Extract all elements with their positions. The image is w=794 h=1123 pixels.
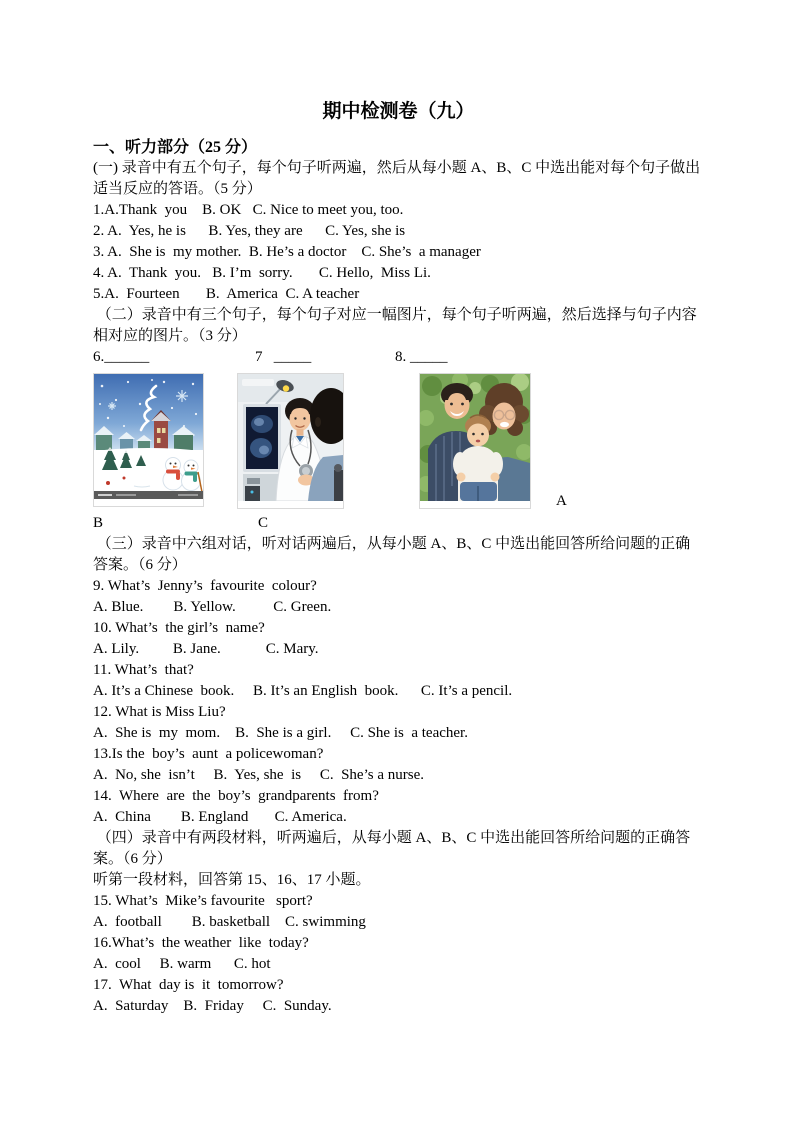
- part3-instruction: （三）录音中六组对话，听对话两遍后，从每小题 A、B、C 中选出能回答所给问题的正确答案。（6 分）: [93, 536, 691, 573]
- question-line-5: 5.A. Fourteen B. America C. A teacher: [93, 286, 360, 302]
- page-title: 期中检测卷（九）: [322, 101, 475, 122]
- picture-label-b: B: [93, 515, 104, 531]
- part2-instruction: （二）录音中有三个句子，每个句子对应一幅图片，每个句子听两遍，然后选择与句子内容相对应的图片。（3 分）: [93, 307, 697, 344]
- question-line-1: 1.A.Thank you B. OK C. Nice to meet you, too.: [93, 202, 404, 218]
- question-10-options: A. Lily. B. Jane. C. Mary.: [93, 641, 319, 657]
- question-16-text: 16.What’s the weather like today?: [93, 935, 309, 951]
- listening-section-heading: 一、听力部分（25 分）: [93, 139, 258, 156]
- question-15-options: A. football B. basketball C. swimming: [93, 914, 366, 930]
- question-13-options: A. No, she isn’t B. Yes, she is C. She’s a nurse.: [93, 767, 424, 783]
- family-photo-image: [420, 374, 530, 508]
- question-13-text: 13.Is the boy’s aunt a policewoman?: [93, 746, 324, 762]
- answer-blank-8: 8. _____: [395, 349, 448, 365]
- doctor-scene-image: [238, 374, 343, 508]
- answer-blank-7: 7 _____: [255, 349, 312, 365]
- question-17-text: 17. What day is it tomorrow?: [93, 977, 284, 993]
- picture-label-c: C: [258, 515, 269, 531]
- picture-options-row: [93, 373, 704, 509]
- question-11-options: A. It’s a Chinese book. B. It’s an English book. C. It’s a pencil.: [93, 683, 513, 699]
- question-line-3: 3. A. She is my mother. B. He’s a doctor C. She’s a manager: [93, 244, 481, 260]
- question-12-options: A. She is my mom. B. She is a girl. C. She is a teacher.: [93, 725, 468, 741]
- doctor-scene-illustration: [238, 374, 343, 501]
- question-line-2: 2. A. Yes, he is B. Yes, they are C. Yes, she is: [93, 223, 406, 239]
- part1-instruction: (一) 录音中有五个句子，每个句子听两遍，然后从每小题 A、B、C 中选出能对每个句子做出适当反应的答语。（5 分）: [93, 160, 701, 197]
- picture-labels-row: [93, 513, 704, 534]
- question-16-options: A. cool B. warm C. hot: [93, 956, 271, 972]
- picture-label-a: A: [556, 493, 567, 509]
- question-9-options: A. Blue. B. Yellow. C. Green.: [93, 599, 332, 615]
- part4-instruction: （四）录音中有两段材料，听两遍后，从每小题 A、B、C 中选出能回答所给问题的正确答案。（6 分）: [93, 830, 691, 867]
- question-10-text: 10. What’s the girl’s name?: [93, 620, 265, 636]
- family-photo-illustration: [420, 374, 530, 501]
- question-17-options: A. Saturday B. Friday C. Sunday.: [93, 998, 332, 1014]
- part4-note: 听第一段材料，回答第 15、16、17 小题。: [93, 872, 371, 888]
- winter-scene-image: [94, 374, 203, 506]
- answer-blanks-row: [93, 347, 704, 368]
- question-15-text: 15. What’s Mike’s favourite sport?: [93, 893, 313, 909]
- question-9-text: 9. What’s Jenny’s favourite colour?: [93, 578, 317, 594]
- answer-blank-6: 6.______: [93, 349, 150, 365]
- winter-scene-illustration: [94, 374, 203, 499]
- question-line-4: 4. A. Thank you. B. I’m sorry. C. Hello, Miss Li.: [93, 265, 431, 281]
- question-12-text: 12. What is Miss Liu?: [93, 704, 226, 720]
- question-11-text: 11. What’s that?: [93, 662, 194, 678]
- question-14-options: A. China B. England C. America.: [93, 809, 347, 825]
- question-14-text: 14. Where are the boy’s grandparents from?: [93, 788, 379, 804]
